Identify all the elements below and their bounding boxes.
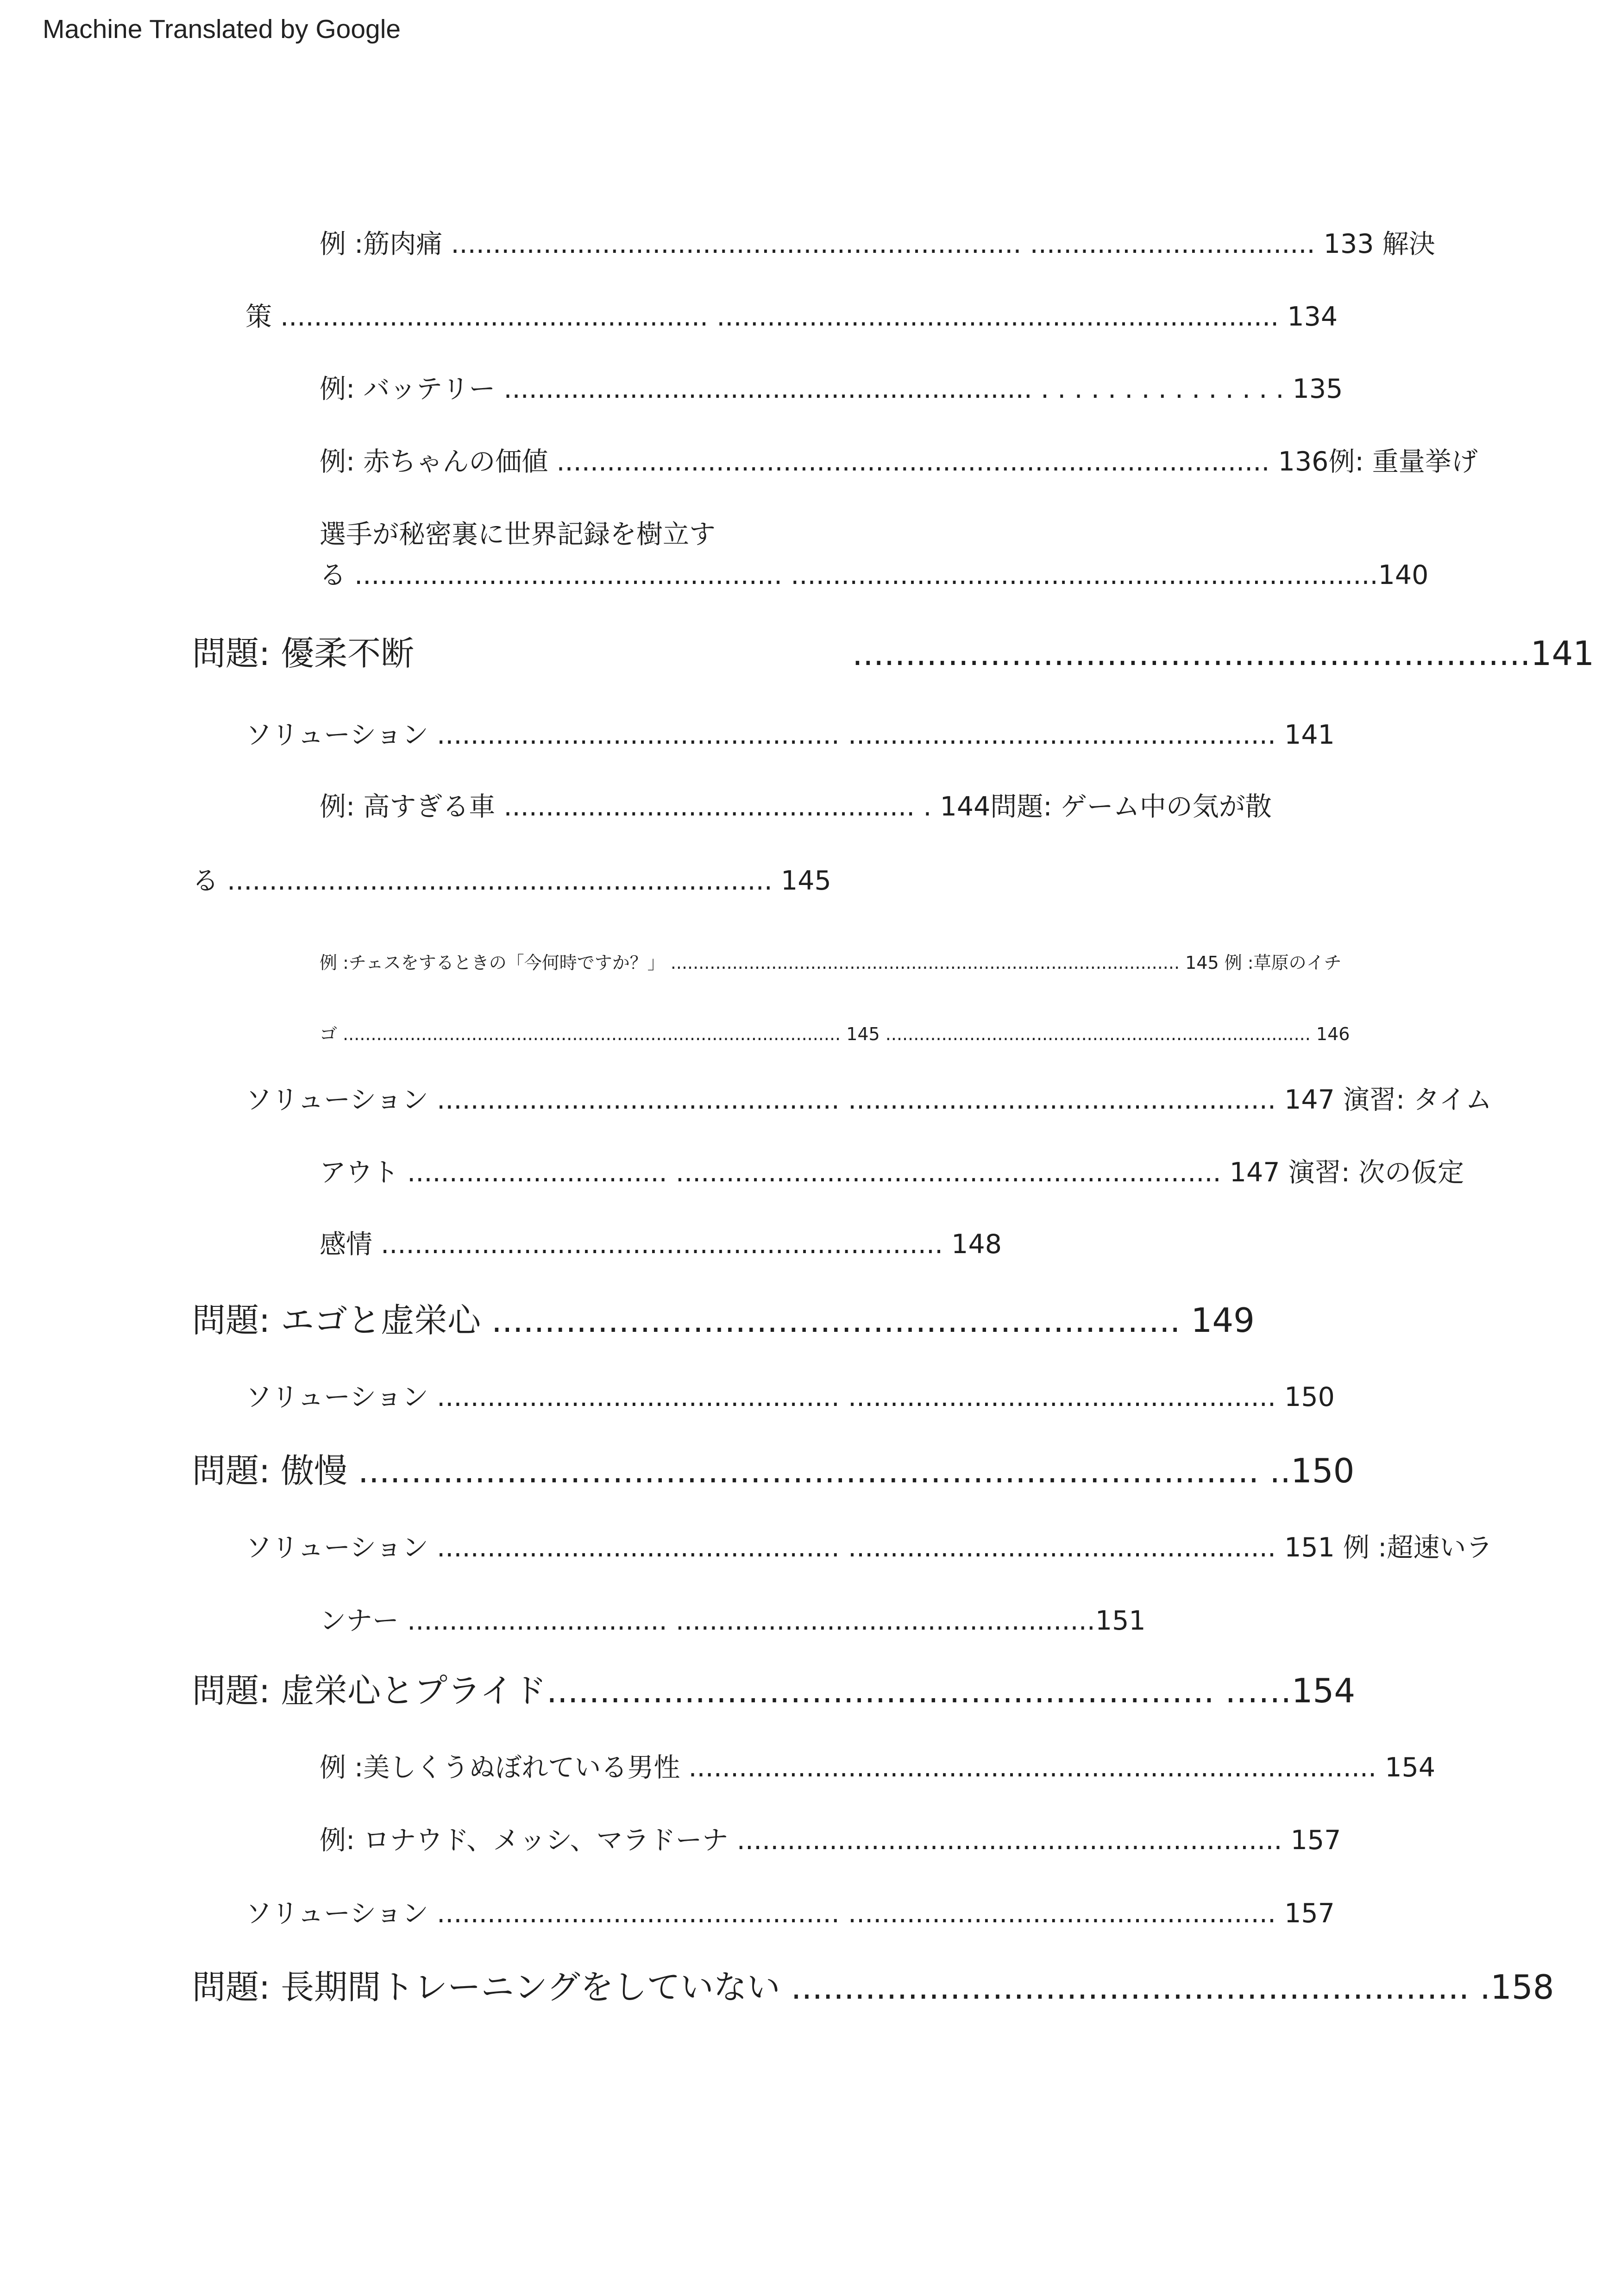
toc-entry: 例: バッテリー ............................................................... . . . . . . . . . . . . . . . 135: [320, 374, 1343, 404]
toc-entry: 策 ................................................... ................................................................... 134: [245, 301, 1338, 332]
toc-entry: 例 :筋肉痛 .................................................................... .................................. 133 解決: [320, 229, 1435, 259]
toc-entry: ンナー ............................... ..................................................151: [320, 1606, 1146, 1636]
toc-entry: ソリューション ................................................ ................................................... 147 演習: タイム: [245, 1085, 1492, 1115]
toc-chapter: [192, 634, 1595, 676]
toc-chapter: 問題: 傲慢 ..................................................................................... ..150: [192, 1451, 1355, 1490]
toc-entry: る ................................................................. 145: [192, 866, 831, 896]
machine-translation-notice: Machine Translated by Google: [43, 14, 401, 44]
toc-chapter: 問題: 長期間トレーニングをしていない ................................................................ .158: [192, 1968, 1554, 2007]
toc-entry: ソリューション ................................................ ................................................... 150: [245, 1382, 1335, 1412]
toc-entry: る ................................................... ......................................................................140: [320, 560, 1429, 590]
toc-entry: 例 :チェスをするときの「今何時ですか？」 ........................................................................................... 145 例 :草原のイチ: [320, 953, 1342, 973]
toc-entry: ソリューション ................................................ ................................................... 141: [245, 720, 1335, 750]
chapter-leader-page: ................................................................141: [852, 634, 1595, 673]
chapter-title: 問題: 優柔不断: [192, 634, 415, 673]
toc-entry: ソリューション ................................................ ................................................... 157: [245, 1898, 1335, 1929]
toc-chapter: 問題: エゴと虚栄心 ................................................................. 149: [192, 1301, 1255, 1340]
toc-entry: 感情 ................................................................... 148: [320, 1229, 1002, 1260]
toc-entry: 選手が秘密裏に世界記録を樹立す: [320, 519, 716, 550]
toc-chapter: 問題: 虚栄心とプライド............................................................... ……154: [192, 1671, 1356, 1710]
toc-entry: ソリューション ................................................ ................................................... 151 例 :超速いラ: [245, 1532, 1493, 1563]
toc-entry: アウト ............................... ................................................................. 147 演習: 次の仮定: [320, 1157, 1464, 1188]
toc-entry: 例 :美しくうぬぼれている男性 .................................................................................. 154: [320, 1752, 1436, 1783]
toc-entry: 例: 高すぎる車 ................................................. . 144問題: ゲーム中の気が散: [320, 791, 1272, 822]
toc-entry: 例: ロナウド、メッシ、マラドーナ ................................................................. 157: [320, 1825, 1341, 1856]
toc-entry: ゴ ......................................................................................... 145 ............................................................................ 146: [320, 1024, 1350, 1044]
toc-entry: 例: 赤ちゃんの価値 ..................................................................................... 136例: 重量挙げ: [320, 446, 1478, 477]
